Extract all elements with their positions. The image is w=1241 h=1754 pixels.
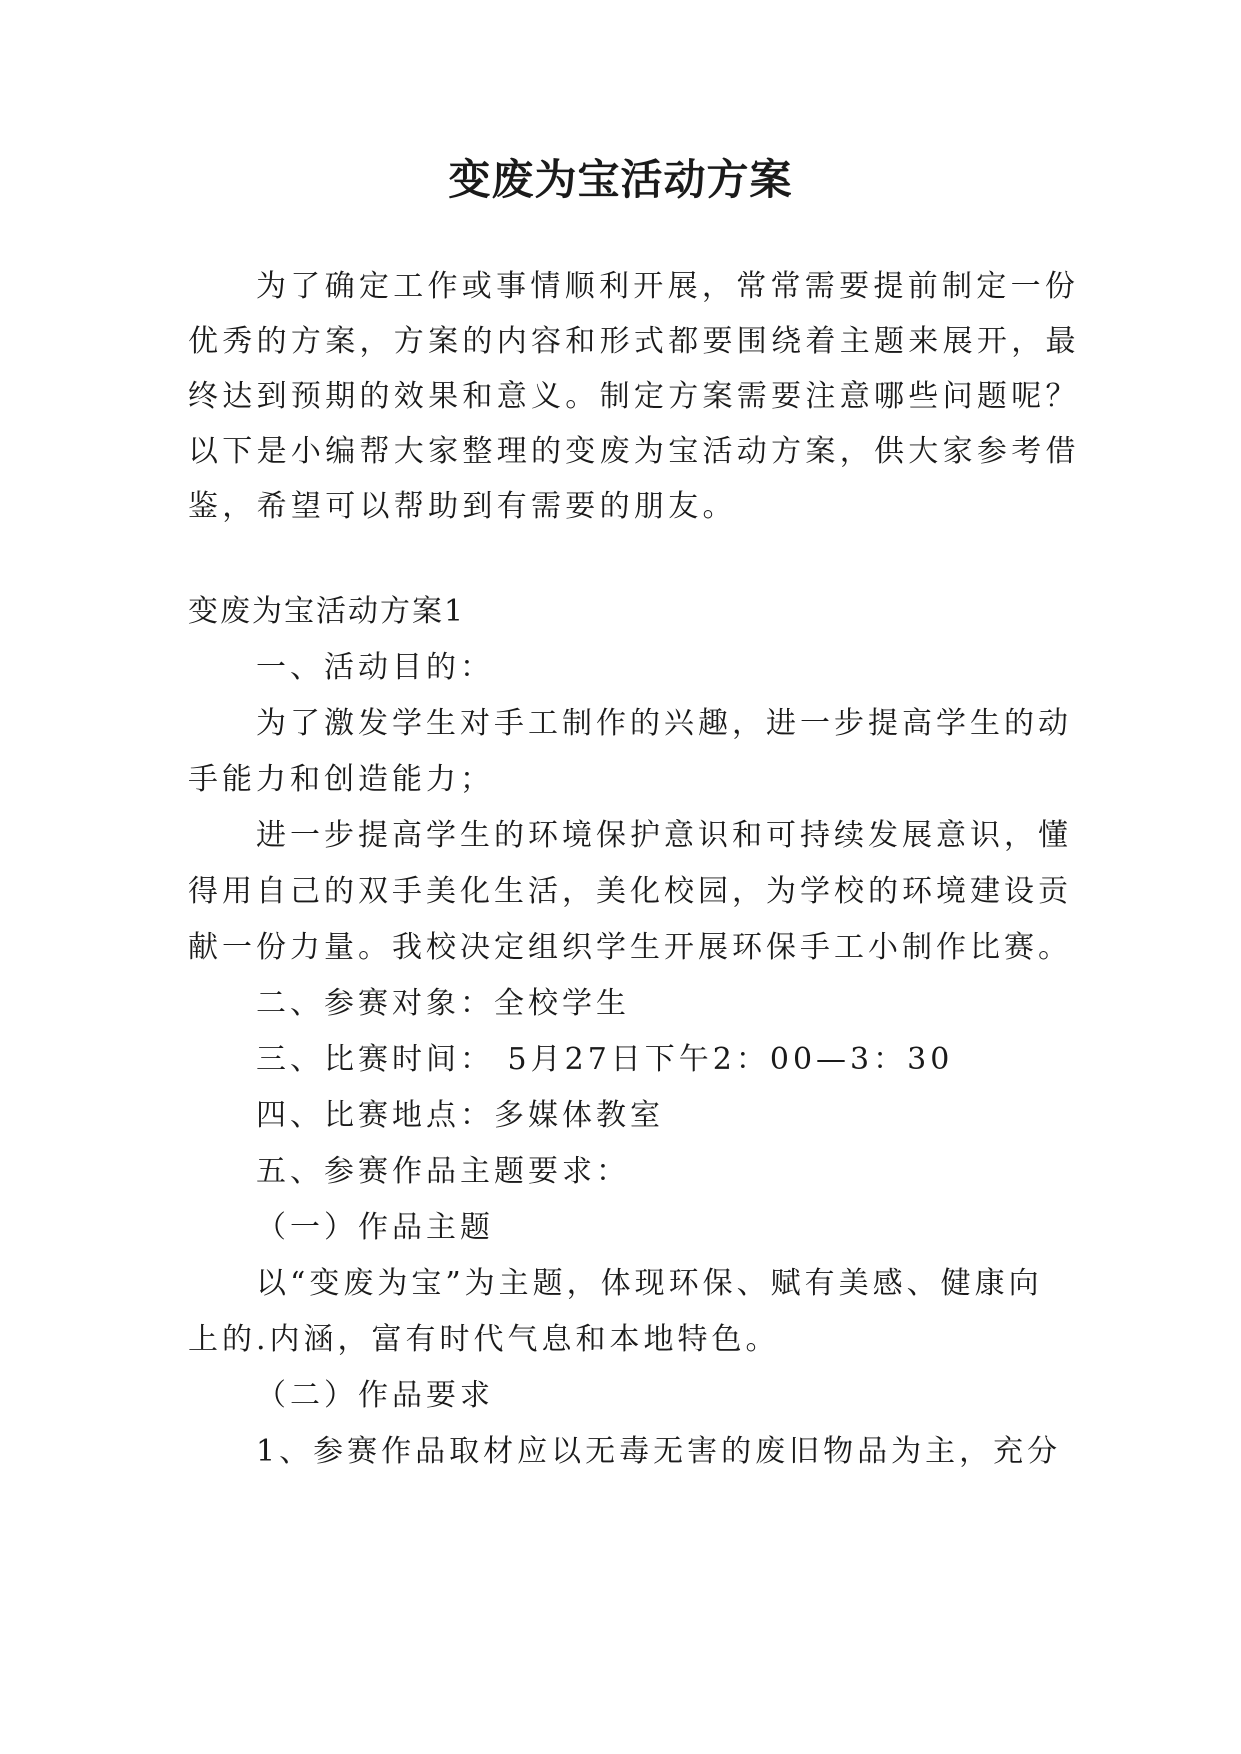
body-line: 五、参赛作品主题要求： (256, 1154, 630, 1189)
body-line: 一、活动目的： (256, 650, 494, 685)
body-line: 1、参赛作品取材应以无毒无害的废旧物品为主，充分 (256, 1434, 1062, 1469)
document-title: 变废为宝活动方案 (448, 155, 793, 204)
body-line: 四、比赛地点：多媒体教室 (256, 1098, 664, 1133)
body-line: 三、比赛时间： 5月27日下午2：00—3：30 (256, 1042, 954, 1077)
body-line: 上的.内涵，富有时代气息和本地特色。 (188, 1322, 780, 1357)
body-line: 得用自己的双手美化生活，美化校园，为学校的环境建设贡 (188, 874, 1072, 909)
section-heading: 变废为宝活动方案1 (188, 594, 466, 629)
intro-line: 以下是小编帮大家整理的变废为宝活动方案，供大家参考借 (188, 434, 1080, 469)
body-line: 以“变废为宝”为主题，体现环保、赋有美感、健康向 (256, 1266, 1043, 1301)
body-line: （一）作品主题 (256, 1210, 494, 1245)
body-line: 进一步提高学生的环境保护意识和可持续发展意识，懂 (256, 818, 1072, 853)
intro-line: 为了确定工作或事情顺利开展，常常需要提前制定一份 (256, 269, 1080, 304)
body-line: （二）作品要求 (256, 1378, 494, 1413)
body-line: 手能力和创造能力； (188, 762, 494, 797)
intro-line: 优秀的方案，方案的内容和形式都要围绕着主题来展开，最 (188, 324, 1080, 359)
body-line: 献一份力量。我校决定组织学生开展环保手工小制作比赛。 (188, 930, 1072, 965)
intro-line: 终达到预期的效果和意义。制定方案需要注意哪些问题呢？ (188, 379, 1080, 414)
body-line: 二、参赛对象：全校学生 (256, 986, 630, 1021)
body-line: 为了激发学生对手工制作的兴趣，进一步提高学生的动 (256, 706, 1072, 741)
intro-line: 鉴，希望可以帮助到有需要的朋友。 (188, 489, 737, 524)
